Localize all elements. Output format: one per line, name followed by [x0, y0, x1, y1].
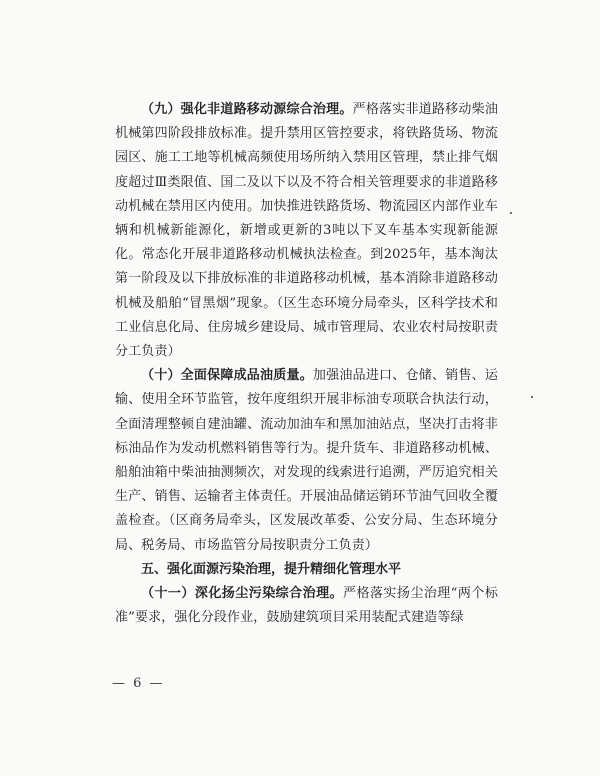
section-heading: 五、强化面源污染治理，提升精细化管理水平	[141, 561, 402, 577]
paragraph-10-text: 加强油品进口、仓储、销售、运输、使用全环节监管，按年度组织开展非标油专项联合执法行动，全面清理整顿自建油罐、流动加油车和黑加油站点，坚决打击将非标油品作为发动机燃料销售等行为。提升货车、非道路移动机械、船舶油箱中柴油抽测频次，对发现的线索进行追溯，严厉追究相关生产、销售、运输者主体责任。开展油品储运销环节油气回收全覆盖检查。（区商务局牵头，区发展改革委、公安分局、生态环境分局、税务局、市场监管分局按职责分工负责）	[115, 368, 498, 553]
scan-speck	[531, 396, 533, 398]
paragraph-9-text: 严格落实非道路移动柴油机械第四阶段排放标准。提升禁用区管控要求，将铁路货场、物流园区、施工工地等机械高频使用场所纳入禁用区管理，禁止排气烟度超过Ⅲ类限值、国二及以下以及不符合相关管理要求的非道路移动机械在禁用区内使用。加快推进铁路货场、物流园区内部作业车辆和机械新能源化，新增或更新的3吨以下叉车基本实现新能源化。常态化开展非道路移动机械执法检查。到2025年，基本淘汰第一阶段及以下排放标准的非道路移动机械，基本消除非道路移动机械及船舶“冒黑烟”现象。（区生态环境分局牵头，区科学技术和工业信息化局、住房城乡建设局、城市管理局、农业农村局按职责分工负责）	[115, 102, 498, 360]
paragraph-11-heading: （十一）深化扬尘污染综合治理。	[141, 586, 344, 602]
paragraph-10	[115, 364, 498, 558]
paragraph-9-heading: （九）强化非道路移动源综合治理。	[141, 102, 353, 117]
document-body	[115, 98, 498, 630]
paragraph-11	[115, 582, 498, 630]
paragraph-10-heading: （十）全面保障成品油质量。	[141, 368, 313, 384]
scan-speck	[510, 212, 512, 214]
page-number: — 6 —	[112, 676, 165, 691]
paragraph-11-text: 严格落实扬尘治理“两个标准”要求，强化分段作业，鼓励建筑项目采用装配式建造等绿	[115, 586, 498, 626]
paragraph-9	[115, 98, 498, 364]
